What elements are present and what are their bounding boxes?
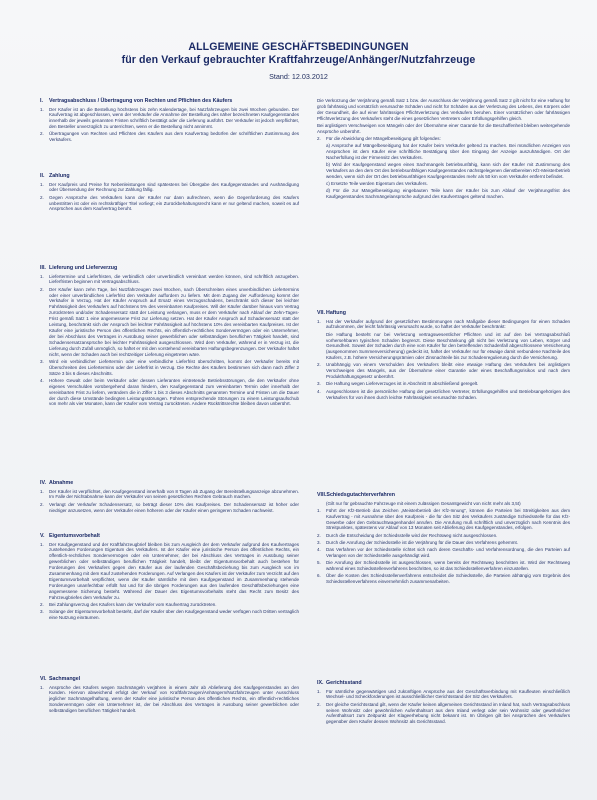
clause-number: 4. [40,377,44,383]
clause-text: Höhere Gewalt oder beim Verkäufer oder dessen Lieferanten eintretende Betriebsstörungen, die den Verkäufer ohne eigenes Verschulden vorübergehend daran hindern, den Kaufgegenstand zum vereinbarten Termin oder innerhalb der vereinbarten Frist zu liefern, verändern die in Ziffer 1 bis 3 dieses Abschnitts genannten Termine und Fristen um die Dauer der durch diese Umstände bedingten Leistungsstörungen. Führen entsprechende Störungen zu einem Leistungsaufschub von mehr als vier Monaten, kann der Käufer vom Vertrag zurücktreten. Andere Rücktrittsrechte bleiben davon unberührt. [49,377,299,407]
section-lieferung [40,265,299,409]
clause-text: Für sämtliche gegenwärtigen und zukünftigen Ansprüche aus der Geschäftsverbindung mit Kaufleuten einschließlich Wechsel- und Scheckforderungen ist ausschließlicher Gerichtsstand der Sitz des Verkäufers. [326,688,570,700]
clause-number: 5. [317,560,321,566]
clause [40,131,299,144]
clause-number: 1. [317,507,321,513]
section-eigentumsvorbehalt [40,533,299,622]
section-number: IV. [40,480,46,486]
section-title: Schiedsgutachterverfahren [326,492,396,498]
section-title: Abnahme [49,480,74,486]
document-date: Stand: 12.03.2012 [269,72,328,81]
clause-text: Der gleiche Gerichtsstand gilt, wenn der Käufer keinen allgemeinen Gerichtsstand im Inland hat, nach Vertragsabschluss seinen Wohnsitz oder gewöhnlichen Aufenthaltsort aus dem Inland verlegt oder sein Wohnsitz oder gewöhnlicher Aufenthaltsort zum Zeitpunkt der Klageerhebung nicht bekannt ist. Im Übrigen gilt bei Ansprüchen des Verkäufers gegenüber dem Käufer dessen Wohnsitz als Gerichtsstand. [326,701,570,725]
title-line-1: ALLGEMEINE GESCHÄFTSBEDINGUNGEN [188,41,409,53]
section-number: VII. [317,310,325,316]
clause-number: 1. [40,181,44,187]
section-number: II. [40,173,45,179]
clause [317,136,570,143]
clause [40,609,299,622]
clause-number [317,162,326,181]
document-title [0,41,597,67]
clause-text: Über die Kosten des Schiedsstellenverfahrens entscheidet die Schiedsstelle, die Parteien abhängig vom Ergebnis des Schiedsstellenverfahrens einvernehmlich zusammenarbeiten. [326,573,570,585]
clause [317,188,570,201]
clause [317,533,570,540]
clause [40,602,299,609]
section-sachmangel-continued [317,98,570,202]
clause-number: 2. [40,286,44,292]
clause [317,362,570,381]
clause [40,378,299,409]
section-heading [40,265,299,272]
clause-text: Ansprüche des Käufers wegen Sachmängeln verjähren in einem Jahr ab Ablieferung des Kaufgegenstandes an den Kunden. Hiervon abweichend erfolgt der Verkauf von Kraftfahrzeugen/Anhängern/Nutzfahrzeugen unter Ausschluss jeglicher Sachmängelhaftung, wenn der Käufer eine juristische Person des öffentlichen Rechts, ein öffentlich-rechtliches Sondervermögen oder ein Unternehmer ist, der bei Abschluss des Vertrages in Ausübung seiner gewerblichen oder selbständigen beruflichen Tätigkeit handelt. [49,684,299,714]
clause-text: Der Käufer kann zehn Tage, bei Nutzfahrzeugen zwei Wochen, nach Überschreiten eines unverbindlichen Liefertermins oder einer unverbindlichen Lieferfrist den Verkäufer auffordern zu liefern. Mit dem Zugang der Aufforderung kommt der Verkäufer in Verzug. Hat der Käufer Anspruch auf Ersatz eines Verzugsschadens, beschränkt sich dieser bei leichter Fahrlässigkeit des Verkäufers auf höchstens 5% des vereinbarten Kaufpreises. Will der Käufer darüber hinaus vom Vertrag zurücktreten und/oder Schadensersatz statt der Leistung verlangen, muss er dem Verkäufer nach Ablauf der Zehn-Tages-Frist gemäß Satz 1 eine angemessene Frist zur Lieferung setzen. Hat der Käufer Anspruch auf Schadensersatz statt der Leistung, beschränkt sich der Anspruch bei leichter Fahrlässigkeit auf höchstens 10% des vereinbarten Kaufpreises. Ist der Käufer eine juristische Person des öffentlichen Rechts, ein öffentlich-rechtliches Sondervermögen oder ein Unternehmer, der bei Abschluss des Vertrages in Ausübung seiner gewerblichen oder selbständigen beruflichen Tätigkeit handelt, sind Schadensersatzansprüche bei leichter Fahrlässigkeit ausgeschlossen. Wird dem Verkäufer, während er in Verzug ist, die Lieferung durch Zufall unmöglich, so haftet er mit den vorstehend vereinbarten Haftungsbegrenzungen. Der Verkäufer haftet nicht, wenn der Schaden auch bei rechtzeitiger Lieferung eingetreten wäre. [49,286,299,357]
clause [40,359,299,378]
section-schiedsgutachterverfahren [317,492,570,586]
section-number: IX. [317,680,324,686]
clause [40,685,299,716]
clause-text: Wird ein verbindlicher Liefertermin oder eine verbindliche Lieferfrist überschritten, kommt der Verkäufer bereits mit Überschreiten des Liefertermins oder der Lieferfrist in Verzug. Die Rechte des Käufers bestimmen sich dann nach Ziffer 2 Sätze 3 bis 6 dieses Abschnitts. [49,358,299,376]
clause-text: c) Ersetzte Teile werden Eigentum des Verkäufers. [326,181,428,187]
clause-text: Führt der Kfz-Betrieb das Zeichen „Meisterbetrieb der Kfz-Innung“, können die Parteien bei Streitigkeiten aus dem Kaufvertrag - mit Ausnahme über den Kaufpreis - die für den Sitz des Verkäufers zuständige Schiedsstelle für das Kfz-Gewerbe oder den Gebrauchtwagenhandel anrufen. Die Anrufung muß schriftlich und unverzüglich nach Kenntnis des Streitpunktes, spätestens vor Ablauf von 13 Monaten seit Ablieferung des Kaufgegenstandes, erfolgen. [326,507,570,531]
section-heading [317,492,570,499]
clause-text: Gegen Ansprüche des Verkäufers kann der Käufer nur dann aufrechnen, wenn die Gegenforderung des Käufers unbestritten ist oder ein rechtskräftiger Titel vorliegt; ein Zurückbehaltungsrecht kann er nur geltend machen, soweit es auf Ansprüchen aus dem Kaufvertrag beruht. [49,194,299,212]
clause-number: 4. [317,547,321,553]
clause-number [317,501,326,508]
clause-text: Verlangt der Verkäufer Schadensersatz, so beträgt dieser 10% des Kaufpreises. Der Schadensersatz ist höher oder niedriger anzusetzen, wenn der Verkäufer einen höheren oder der Käufer einen geringeren Schaden nachweist. [49,501,299,513]
clause-text: d) Für die zur Mängelbeseitigung eingebauten Teile kann der Käufer bis zum Ablauf der Verjährungsfrist des Kaufgegenstandes Sachmängelansprüche aufgrund des Kaufvertrages geltend machen. [326,188,570,200]
clause [317,501,570,508]
clause [317,547,570,560]
clause [40,195,299,214]
section-number: VIII. [317,492,327,498]
section-title: Haftung [326,310,347,316]
clause-number [317,181,326,188]
section-title: Eigentumsvorbehalt [49,533,100,539]
clause [317,181,570,188]
clause-number: 3. [317,381,321,387]
clause-text: Für die Abwicklung der Mängelbeseitigung gilt folgendes: [326,136,441,142]
clause [40,107,299,132]
clause-text: Durch die Entscheidung der Schiedsstelle wird der Rechtsweg nicht ausgeschlossen. [326,532,498,538]
clause-number [317,332,326,363]
section-number: III. [40,265,46,271]
clause-text: b) Wird der Kaufgegenstand wegen eines Sachmangels betriebsunfähig, kann sich der Käufer mit Zustimmung des Verkäufers an den dem Ort des betriebsunfähigen Kaufgegenstandes nächstgelegenen dienstbereiten Kfz-Meisterbetrieb wenden, wenn sich der Ort des betriebsunfähigen Kaufgegenstandes mehr als 50 km vom Verkäufer entfernt befindet. [326,162,570,180]
clause [317,319,570,332]
clause [317,332,570,363]
clause-text: Solange der Eigentumsvorbehalt besteht, darf der Käufer über den Kaufgegenstand weder verfügen noch Dritten vertraglich eine Nutzung einräumen. [49,609,299,620]
clause-number: 2. [317,362,321,368]
clause [317,689,570,702]
section-number: V. [40,533,45,539]
clause-text: Unabhängig von einem Verschulden des Verkäufers bleibt eine etwaige Haftung des Verkäufers bei arglistigem Verschweigen des Mangels, aus der Übernahme einer Garantie oder eines Beschaffungsrisikos und nach dem Produkthaftungsgesetz unberührt. [326,362,570,380]
section-title: Sachmangel [49,676,81,682]
clause-number: 4. [317,388,321,394]
clause-text: a) Ansprüche auf Mängelbeseitigung hat der Käufer beim Verkäufer geltend zu machen. Bei mündlichen Anzeigen von Ansprüchen ist dem Käufer eine schriftliche Bestätigung über den Eingang der Anzeige auszuhändigen. Ort der Nacherfüllung ist der Firmensitz des Verkäufers. [326,143,570,161]
clause-text: Liefertermine und Lieferfristen, die verbindlich oder unverbindlich vereinbart werden können, sind schriftlich anzugeben. Lieferfristen beginnen mit Vertragsabschluss. [49,273,299,285]
clause [317,162,570,181]
section-title: Gerichtsstand [326,680,362,686]
clause [317,508,570,533]
clause-number: 1. [40,106,44,112]
clause-text: Hat der Verkäufer aufgrund der gesetzlichen Bestimmungen nach Maßgabe dieser Bedingungen für einen Schaden aufzukommen, der leicht fahrlässig verursacht wurde, so haftet der Verkäufer beschränkt: [326,318,570,330]
clause-text: Der Kaufpreis und Preise für Nebenleistungen sind spätestens bei Übergabe des Kaufgegenstandes und Aushändigung oder Übersendung der Rechnung zur Zahlung fällig. [49,181,299,193]
clause-text: Der Kaufgegenstand und der Kraftfahrzeugbrief bleiben bis zum Ausgleich der dem Verkäufer aufgrund des Kaufvertrages zustehenden Forderungen Eigentum des Verkäufers. Ist der Käufer eine juristische Person des öffentlichen Rechts, ein öffentlich-rechtliches Sondervermögen oder ein Unternehmer, der bei Abschluss des Vertrages in Ausübung seiner gewerblichen oder selbständigen beruflichen Tätigkeit handelt, bleibt der Eigentumsvorbehalt auch bestehen für Forderungen des Verkäufers gegen den Käufer aus der laufenden Geschäftsbeziehung bis zum Ausgleich von im Zusammenhang mit dem Kauf zustehenden Forderungen. Auf Verlangen des Käufers ist der Verkäufer zum Verzicht auf den Eigentumsvorbehalt verpflichtet, wenn der Käufer sämtliche mit dem Kaufgegenstand im Zusammenhang stehende Forderungen unanfechtbar erfüllt hat und für die übrigen Forderungen aus den laufenden Geschäftsbeziehungen eine angemessene Sicherung besteht. Während der Dauer des Eigentumsvorbehalts steht das Recht zum Besitz des Fahrzeugbriefes dem Verkäufer zu. [49,541,299,600]
clause-number: 2. [317,136,321,142]
clause [317,702,570,727]
section-heading [40,676,299,683]
clause-text: Bei Zahlungsverzug des Käufers kann der Verkäufer vom Kaufvertrag zurücktreten. [49,601,217,607]
clause-number: 1. [40,273,44,279]
clause-text: Die Haftung besteht nur bei Verletzung vertragswesentlicher Pflichten und ist auf den bei Vertragsabschluß vorhersehbaren typischen Schaden begrenzt. Diese Beschränkung gilt nicht bei Verletzung von Leben, Körper und Gesundheit. Soweit der Schaden durch eine vom Käufer für den betreffenden Schadenfall abgeschlossene Versicherung (ausgenommen Summenversicherung) gedeckt ist, haftet der Verkäufer nur für etwaige damit verbundene Nachteile des Käufers, z.B. höhere Versicherungsprämien oder Zinsnachteile bis zur Schadenregulierung durch die Versicherung. [326,331,570,361]
clause-number: 1. [40,488,44,494]
clause-text: Die Haftung wegen Lieferverzuges ist in Abschnitt III abschließend geregelt. [326,381,479,387]
section-title: Vertragsabschluss / Übertragung von Rechten und Pflichten des Käufers [49,98,233,104]
clause-number: 2. [40,601,44,607]
section-title: Zahlung [49,173,70,179]
clause-number: 1. [40,684,44,690]
clause-number [317,188,326,201]
clause-number: 3. [317,539,321,545]
section-heading [317,680,570,687]
clause-number [317,143,326,162]
clause-number: 2. [40,501,44,507]
clause-number: 2. [317,532,321,538]
clause [317,540,570,547]
clause-text: Durch die Anrufung der Schiedsstelle ist die Verjährung für die Dauer des Verfahrens gehemmt. [326,539,519,545]
section-heading [40,98,299,105]
clause [40,182,299,195]
clause-number: 3. [40,609,44,615]
clause-text: Der Käufer ist an die Bestellung höchstens bis zehn Kalendertage, bei Nutzfahrzeugen bis zwei Wochen gebunden. Der Kaufvertrag ist abgeschlossen, wenn der Verkäufer die Annahme der Bestellung des näher bezeichneten Kaufgegenstandes innerhalb der jeweils genannten Fristen schriftlich bestätigt oder die Lieferung ausführt. Der Verkäufer ist jedoch verpflichtet, den Besteller unverzüglich zu unterrichten, wenn er die Bestellung nicht annimmt. [49,106,299,130]
section-number: VI. [40,676,47,682]
clause [317,143,570,162]
section-number: I. [40,98,43,104]
section-abnahme [40,480,299,515]
clause [40,489,299,502]
clause [40,274,299,287]
paragraph: Bei arglistigem Verschweigen von Mängeln oder der Übernahme einer Garantie für die Beschaffenheit bleiben weitergehende Ansprüche unberührt. [317,122,570,134]
section-vertragsabschluss [40,98,299,145]
section-heading [40,480,299,487]
clause-number: 2. [40,131,44,137]
section-gerichtsstand [317,680,570,727]
section-sachmangel [40,676,299,715]
section-heading [40,173,299,180]
clause-text: Ausgeschlossen ist die persönliche Haftung der gesetzlichen Vertreter, Erfüllungsgehilfen und Betriebsangehörigen des Verkäufers für von ihnen durch leichte Fahrlässigkeit verursachte Schäden. [326,388,570,400]
clause [40,542,299,602]
clause-number: 2. [40,194,44,200]
clause-number: 1. [40,541,44,547]
clause-number: 1. [317,688,321,694]
clause [40,502,299,515]
clause-text: Der Käufer ist verpflichtet, den Kaufgegenstand innerhalb von 8 Tagen ab Zugang der Bereitstellungsanzeige abzunehmen. Im Falle der Nichtabnahme kann der Verkäufer von seinen gesetzlichen Rechten Gebrauch machen. [49,488,299,500]
section-zahlung [40,173,299,214]
section-heading [317,310,570,317]
clause [317,381,570,388]
clause-number: 6. [317,573,321,579]
clause-text: (Gilt nur für gebrauchte Fahrzeuge mit einem zulässigen Gesamtgewicht von nicht mehr als 3,5t) [326,500,521,506]
section-haftung [317,310,570,402]
clause-number: 3. [40,358,44,364]
section-title: Lieferung und Lieferverzug [49,265,118,271]
clause [317,389,570,402]
clause [40,287,299,359]
clause-number: 1. [317,318,321,324]
clause [317,560,570,573]
clause [317,573,570,586]
paragraph: Die Verkürzung der Verjährung gemäß Satz 1 bzw. der Ausschluss der Verjährung gemäß Satz 2 gilt nicht für eine Haftung für grob fahrlässig und vorsätzlich verursachte Schäden und nicht für Schäden aus der Verletzung des Lebens, des Körpers oder der Gesundheit, die auf einer fahrlässigen Pflichtverletzung des Verkäufers beruhen. Einer vorsätzlichen oder fahrlässigen Pflichtverletzung des Verkäufers steht die eines gesetzlichen Vertreters oder Erfüllungsgehilfen gleich. [317,98,570,121]
clause-text: Übertragungen von Rechten und Pflichten des Käufers aus dem Kaufvertrag bedürfen der schriftlichen Zustimmung des Verkäufers. [49,131,299,143]
section-heading [40,533,299,540]
clause-text: Die Anrufung der Schiedsstelle ist ausgeschlossen, wenn bereits der Rechtsweg beschritten ist. Wird der Rechtsweg während eines Schiedsstellenverfahrens beschritten, so ist das Schiedsstellenverfahren einzustellen. [326,560,570,572]
clause-text: Das Verfahren vor der Schiedsstelle richtet sich nach deren Geschäfts- und Verfahrensordnung, die den Parteien auf Verlangen von der Schiedsstelle ausgehändigt wird. [326,547,570,558]
title-line-2: für den Verkauf gebrauchter Kraftfahrzeuge/Anhänger/Nutzfahrzeuge [121,54,476,66]
clause-number: 2. [317,701,321,707]
